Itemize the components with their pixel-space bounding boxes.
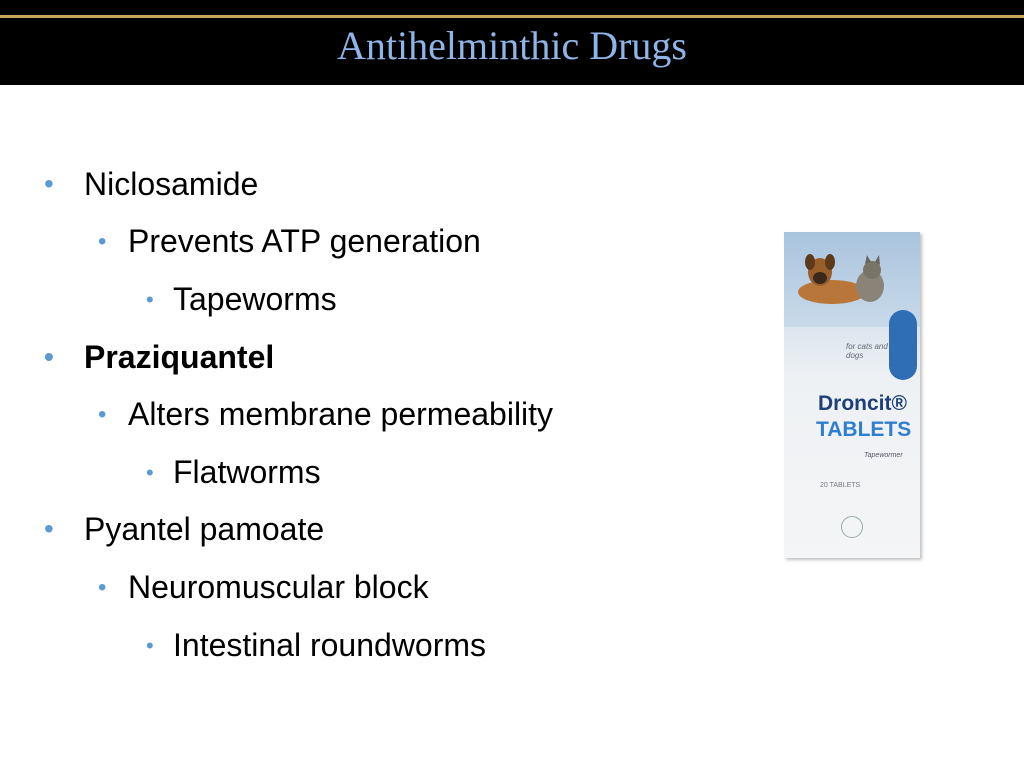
bayer-logo-icon xyxy=(841,516,863,538)
product-brand: Droncit® xyxy=(818,392,907,415)
bullet-praziquantel xyxy=(44,339,275,376)
bullet-text: Neuromuscular block xyxy=(128,569,429,605)
product-count: 20 TABLETS xyxy=(820,482,861,489)
bullet-text: Flatworms xyxy=(173,454,321,490)
product-tagline: for cats and dogs xyxy=(846,342,888,360)
bullet-tapeworms xyxy=(146,281,337,318)
bullet-text: Niclosamide xyxy=(84,166,259,202)
bullet-icon: • xyxy=(146,460,154,485)
bullet-pyantel xyxy=(44,511,325,548)
bullet-icon: • xyxy=(98,401,107,428)
bullet-text: Intestinal roundworms xyxy=(173,627,487,663)
bullet-alters-membrane xyxy=(98,396,554,433)
droncit-product-image xyxy=(784,232,920,558)
bullet-text: Tapeworms xyxy=(173,281,337,317)
bullet-neuromuscular xyxy=(98,569,429,606)
bullet-icon: • xyxy=(98,574,107,601)
bullet-icon: • xyxy=(98,228,107,255)
bullet-icon: • xyxy=(44,513,54,544)
bullet-text: Prevents ATP generation xyxy=(128,223,481,259)
bullet-intestinal-roundworms xyxy=(146,627,487,664)
bullet-icon: • xyxy=(44,168,54,199)
bullet-text: Praziquantel xyxy=(84,339,275,375)
bullet-prevents-atp xyxy=(98,223,481,260)
dog-and-cat-icon xyxy=(792,250,892,310)
bullet-niclosamide xyxy=(44,166,259,203)
product-form: TABLETS xyxy=(816,418,912,441)
bullet-flatworms xyxy=(146,454,321,491)
bullet-text: Pyantel pamoate xyxy=(84,511,325,547)
bullet-text: Alters membrane permeability xyxy=(128,396,554,432)
bullet-icon: • xyxy=(146,287,154,312)
bullet-icon: • xyxy=(146,633,154,658)
bullet-icon: • xyxy=(44,341,54,372)
product-category: Tapewormer xyxy=(864,452,903,459)
slide-title: Antihelminthic Drugs xyxy=(337,23,687,68)
